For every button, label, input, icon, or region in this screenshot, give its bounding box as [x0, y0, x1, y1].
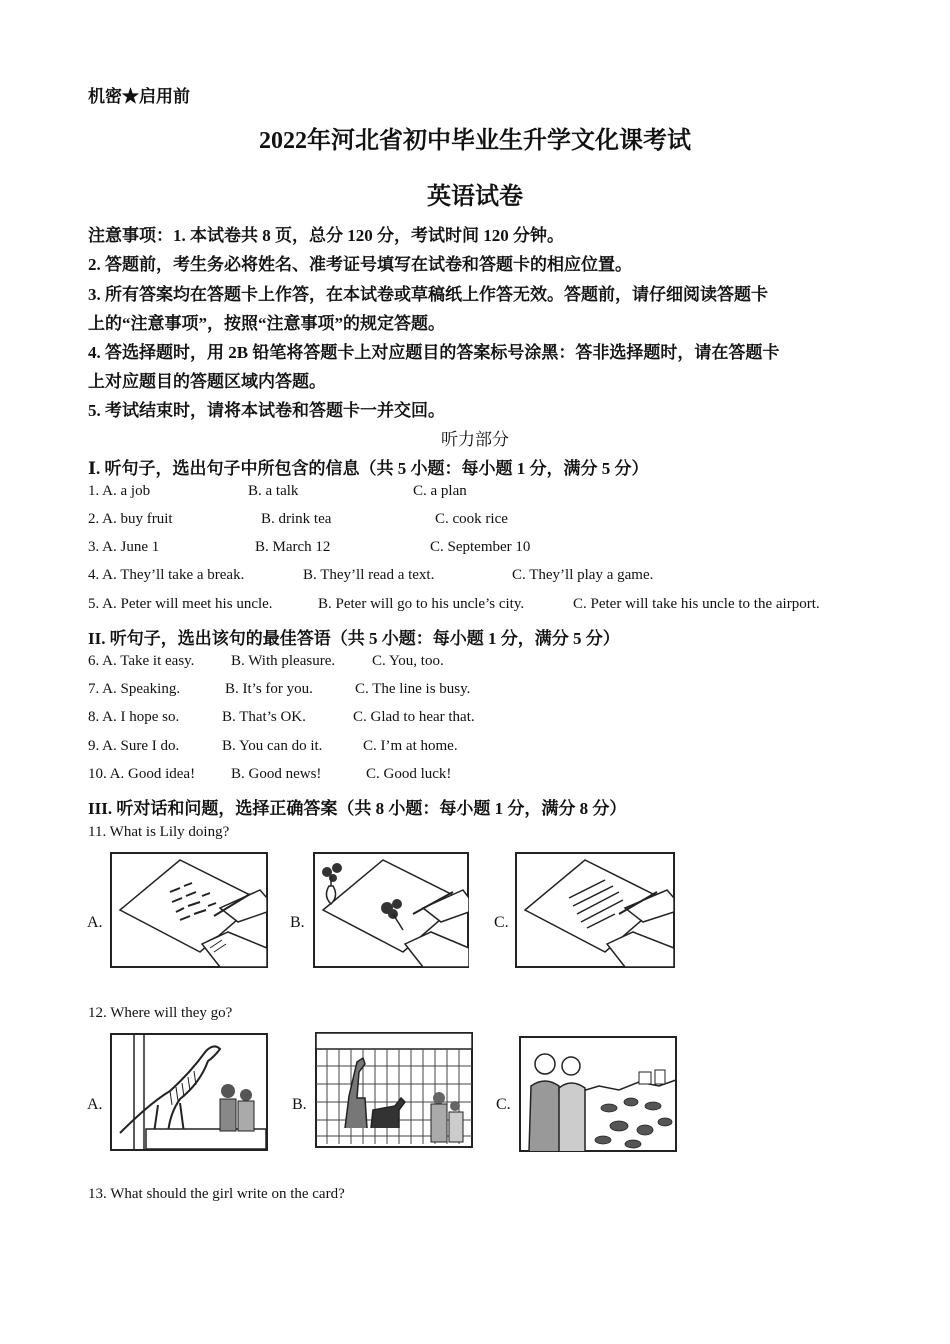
q12-picture-c-farm: [519, 1036, 677, 1152]
q2-option-b: B. drink tea: [261, 511, 332, 527]
q6-option-c: C. You, too.: [372, 653, 444, 669]
note-line: 上对应题目的答题区域内答题。: [88, 372, 326, 391]
note-line: 3. 所有答案均在答题卡上作答，在本试卷或草稿纸上作答无效。答题前，请仔细阅读答题卡: [88, 285, 768, 304]
part1-heading: Ⅰ. 听句子，选出句子中所包含的信息（共 5 小题：每小题 1 分，满分 5 分）: [88, 459, 649, 478]
q9-option-a: 9. A. Sure I do.: [88, 738, 180, 754]
section-title: 听力部分: [441, 430, 509, 449]
note-line: 2. 答题前，考生务必将姓名、准考证号填写在试卷和答题卡的相应位置。: [88, 255, 632, 274]
q1-option-a: 1. A. a job: [88, 483, 151, 499]
q2-option-c: C. cook rice: [435, 511, 508, 527]
exam-title: 2022年河北省初中毕业生升学文化课考试: [259, 128, 691, 154]
q4-option-b: B. They’ll read a text.: [303, 567, 435, 583]
q13-question: 13. What should the girl write on the card?: [88, 1186, 345, 1202]
q2-option-a: 2. A. buy fruit: [88, 511, 173, 527]
q9-option-c: C. I’m at home.: [363, 738, 458, 754]
part3-heading: III. 听对话和问题，选择正确答案（共 8 小题：每小题 1 分，满分 8 分）: [88, 799, 627, 818]
q6-option-a: 6. A. Take it easy.: [88, 653, 195, 669]
q10-option-c: C. Good luck!: [366, 766, 452, 782]
q12-label-a: A.: [87, 1096, 103, 1113]
note-line: 注意事项：1. 本试卷共 8 页，总分 120 分，考试时间 120 分钟。: [88, 226, 564, 245]
q8-option-c: C. Glad to hear that.: [353, 709, 475, 725]
q12-picture-a-museum-dinosaur: [110, 1033, 268, 1151]
q3-option-a: 3. A. June 1: [88, 539, 160, 555]
q11-picture-b-drawing-flowers: [313, 852, 469, 968]
q3-option-c: C. September 10: [430, 539, 531, 555]
q7-option-c: C. The line is busy.: [355, 681, 471, 697]
q10-option-a: 10. A. Good idea!: [88, 766, 196, 782]
note-line: 5. 考试结束时，请将本试卷和答题卡一并交回。: [88, 401, 445, 420]
part2-heading: II. 听句子，选出该句的最佳答语（共 5 小题：每小题 1 分，满分 5 分）: [88, 629, 620, 648]
confidential-mark: 机密★启用前: [88, 87, 190, 106]
q10-option-b: B. Good news!: [231, 766, 322, 782]
q9-option-b: B. You can do it.: [222, 738, 323, 754]
q12-question: 12. Where will they go?: [88, 1005, 233, 1021]
note-line: 4. 答选择题时，用 2B 铅笔将答题卡上对应题目的答案标号涂黑：答非选择题时，请在答题卡: [88, 343, 780, 362]
q1-option-b: B. a talk: [248, 483, 299, 499]
q3-option-b: B. March 12: [255, 539, 331, 555]
q7-option-a: 7. A. Speaking.: [88, 681, 181, 697]
q8-option-b: B. That’s OK.: [222, 709, 306, 725]
q11-picture-a-writing-numbers: [110, 852, 268, 968]
q11-label-c: C.: [494, 914, 509, 931]
q11-picture-c-writing-letter: [515, 852, 675, 968]
note-line: 上的“注意事项”，按照“注意事项”的规定答题。: [88, 314, 445, 333]
q11-question: 11. What is Lily doing?: [88, 824, 230, 840]
q4-option-c: C. They’ll play a game.: [512, 567, 654, 583]
q11-label-a: A.: [87, 914, 103, 931]
exam-subtitle: 英语试卷: [427, 184, 523, 210]
q12-picture-b-zoo: [315, 1032, 473, 1148]
q1-option-c: C. a plan: [413, 483, 467, 499]
q8-option-a: 8. A. I hope so.: [88, 709, 180, 725]
q5-option-b: B. Peter will go to his uncle’s city.: [318, 596, 525, 612]
q5-option-c: C. Peter will take his uncle to the airport.: [573, 596, 820, 612]
q4-option-a: 4. A. They’ll take a break.: [88, 567, 245, 583]
q12-label-b: B.: [292, 1096, 307, 1113]
q5-option-a: 5. A. Peter will meet his uncle.: [88, 596, 273, 612]
q7-option-b: B. It’s for you.: [225, 681, 313, 697]
q6-option-b: B. With pleasure.: [231, 653, 336, 669]
q12-label-c: C.: [496, 1096, 511, 1113]
q11-label-b: B.: [290, 914, 305, 931]
